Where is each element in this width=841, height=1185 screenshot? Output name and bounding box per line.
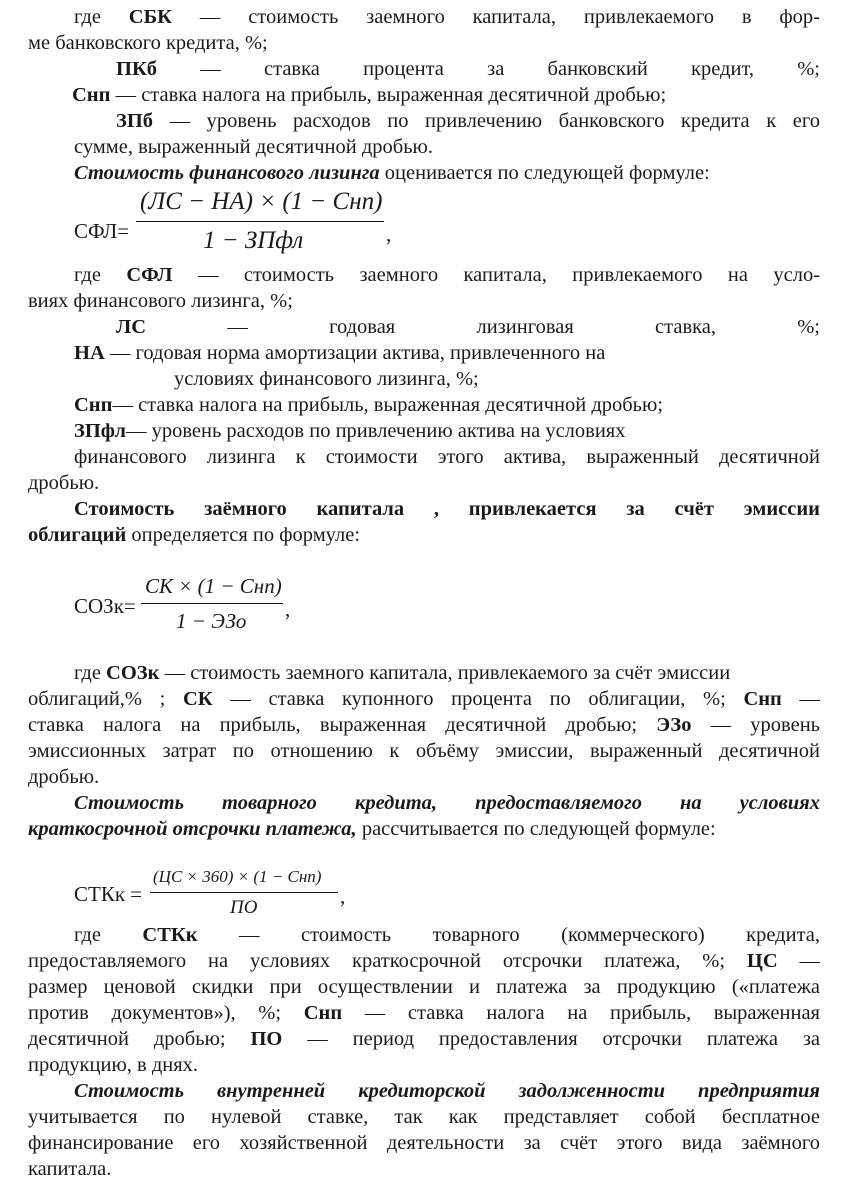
section-heading: краткосрочной отсрочки платежа, рассчитывается по следующей формуле: — [28, 818, 716, 840]
text-line: Снп— ставка налога на прибыль, выраженная десятичной дробью; — [74, 394, 664, 416]
text-line: продукцию, в днях. — [28, 1054, 199, 1076]
text-line: дробью. — [28, 766, 100, 788]
formula-numerator: (ЛС − НА) × (1 − Снп) — [140, 188, 383, 215]
formula-lhs: СОЗк= — [74, 594, 136, 618]
section-heading: Стоимость внутренней кредиторской задолженности предприятия — [74, 1080, 820, 1102]
text-line: эмиссионных затрат по отношению к объёму эмиссии, выраженный десятичной — [28, 740, 820, 762]
fraction-bar — [141, 603, 283, 604]
term: ПО — [250, 1028, 283, 1050]
term: ПКб — [116, 58, 158, 80]
text-line: десятичной дробью; ПО — период предоставления отсрочки платежа за — [28, 1028, 821, 1050]
formula-tail: , — [285, 597, 291, 621]
formula-denominator: 1 − ЭЗо — [176, 609, 247, 633]
term: СФЛ — [126, 264, 173, 286]
term: НА — [74, 342, 105, 364]
section-heading: Стоимость финансового лизинга оценивается по следующей формуле: — [74, 162, 710, 184]
formula-numerator: (ЦС × 360) × (1 − Снп) — [153, 867, 322, 886]
text-line: против документов»), %; Снп — ставка налога на прибыль, выраженная — [28, 1002, 820, 1024]
formula-tail: , — [386, 222, 392, 246]
term: Снп — [743, 688, 782, 710]
text-line: Снп — ставка налога на прибыль, выраженная десятичной дробью; — [72, 84, 667, 106]
formula-numerator: СК × (1 − Снп) — [145, 574, 282, 598]
text-line: финансового лизинга к стоимости этого актива, выраженный десятичной — [74, 446, 820, 468]
text-line: где СТКк — стоимость товарного (коммерческого) кредита, — [74, 924, 821, 946]
text-line: финансирование его хозяйственной деятельности за счёт этого вида заёмного — [28, 1132, 820, 1154]
text-line: ЗПб — уровень расходов по привлечению банковского кредита к его — [116, 110, 821, 132]
text-line: НА — годовая норма амортизации актива, привлеченного на — [74, 342, 606, 364]
text-line: ставка налога на прибыль, выраженная десятичной дробью; ЭЗо — уровень — [28, 714, 821, 736]
term: ЦС — [746, 950, 778, 972]
text-line: капитала. — [28, 1158, 112, 1180]
text-line: где СОЗк — стоимость заемного капитала, привлекаемого за счёт эмиссии — [74, 662, 731, 684]
text-line: ме банковского кредита, %; — [28, 32, 268, 54]
section-heading: Стоимость заёмного капитала , привлекается за счёт эмиссии — [74, 498, 820, 520]
text-line: ЗПфл— уровень расходов по привлечению актива на условиях — [74, 420, 626, 442]
text-line: где СБК — стоимость заемного капитала, привлекаемого в фор- — [74, 6, 820, 28]
term: СТКк — [142, 924, 198, 946]
text-line: сумме, выраженный десятичной дробью. — [74, 136, 433, 158]
text-line: облигаций,% ; СК — ставка купонного процента по облигации, %; Снп — — [28, 688, 821, 710]
text-line: ЛС — годовая лизинговая ставка, %; — [116, 316, 820, 338]
text-line: где СФЛ — стоимость заемного капитала, привлекаемого на усло- — [74, 264, 821, 286]
term: СК — [183, 688, 213, 710]
formula-tail: , — [340, 884, 346, 908]
text-line: дробью. — [28, 472, 100, 494]
term: ЗПфл — [74, 420, 126, 442]
text-line: размер ценовой скидки при осуществлении и платежа за продукцию («платежа — [28, 976, 820, 998]
text-line: учитывается по нулевой ставке, так как представляет собой бесплатное — [28, 1106, 820, 1128]
text-line: виях финансового лизинга, %; — [28, 290, 293, 312]
term: ЭЗо — [656, 714, 692, 736]
term: Снп — [74, 394, 113, 416]
term: ЛС — [116, 316, 147, 338]
term: ЗПб — [116, 110, 154, 132]
fraction-bar — [136, 221, 384, 222]
formula-lhs: СФЛ= — [74, 219, 130, 243]
term: Снп — [303, 1002, 343, 1024]
formula-denominator: ПО — [230, 897, 258, 918]
text-line: условиях финансового лизинга, %; — [174, 368, 479, 390]
section-heading: облигаций определяется по формуле: — [28, 524, 361, 546]
section-heading: Стоимость товарного кредита, предоставляемого на условиях — [74, 792, 820, 814]
term: Снп — [72, 84, 111, 106]
formula-denominator: 1 − ЗПфл — [203, 227, 304, 254]
fraction-bar — [150, 892, 338, 893]
term: СБК — [128, 6, 172, 28]
term: СОЗк — [106, 662, 160, 684]
formula-lhs: СТКк = — [74, 882, 143, 906]
text-line: ПКб — ставка процента за банковский кредит, %; — [116, 58, 820, 80]
text-line: предоставляемого на условиях краткосрочной отсрочки платежа, %; ЦС — — [28, 950, 820, 972]
